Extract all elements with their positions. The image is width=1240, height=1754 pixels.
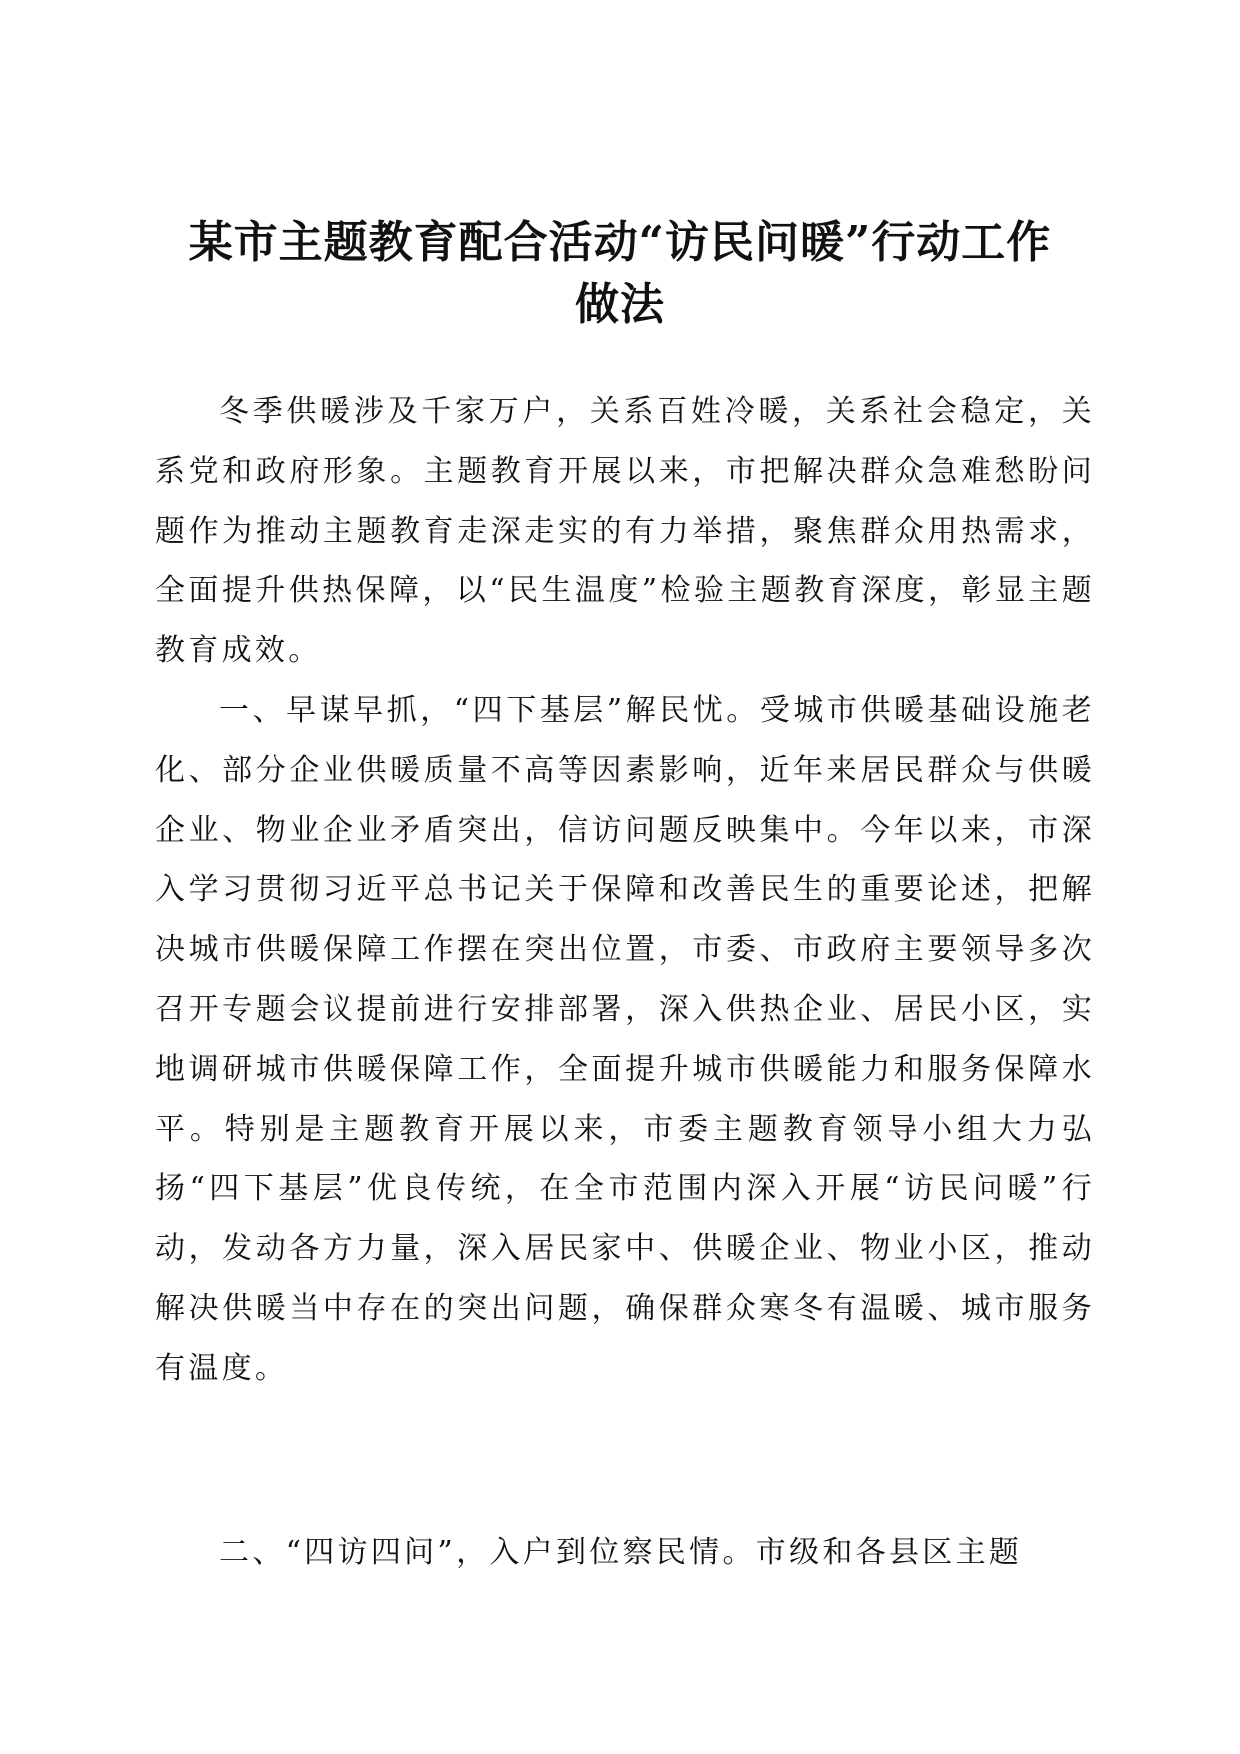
document-title	[140, 212, 1100, 336]
paragraph-intro: 冬季供暖涉及千家万户，关系百姓冷暖，关系社会稳定，关系党和政府形象。主题教育开展以来，市把解决群众急难愁盼问题作为推动主题教育走深走实的有力举措，聚焦群众用热需求，全面提升供热保障，以“民生温度”检验主题教育深度，彰显主题教育成效。	[155, 394, 1095, 669]
document-body	[155, 382, 1095, 1399]
title-line-1: 某市主题教育配合活动“访民问暖”行动工作	[188, 217, 1052, 268]
title-line-2: 做法	[575, 279, 665, 330]
paragraph-section-two: 二、“四访四问”，入户到位察民情。市级和各县区主题	[219, 1535, 1023, 1570]
paragraph-section-one: 一、早谋早抓，“四下基层”解民忧。受城市供暖基础设施老化、部分企业供暖质量不高等因素影响，近年来居民群众与供暖企业、物业企业矛盾突出，信访问题反映集中。今年以来，市深入学习贯彻习近平总书记关于保障和改善民生的重要论述，把解决城市供暖保障工作摆在突出位置，市委、市政府主要领导多次召开专题会议提前进行安排部署，深入供热企业、居民小区，实地调研城市供暖保障工作，全面提升城市供暖能力和服务保障水平。特别是主题教育开展以来，市委主题教育领导小组大力弘扬“四下基层”优良传统，在全市范围内深入开展“访民问暖”行动，发动各方力量，深入居民家中、供暖企业、物业小区，推动解决供暖当中存在的突出问题，确保群众寒冬有温暖、城市服务有温度。	[155, 692, 1095, 1386]
